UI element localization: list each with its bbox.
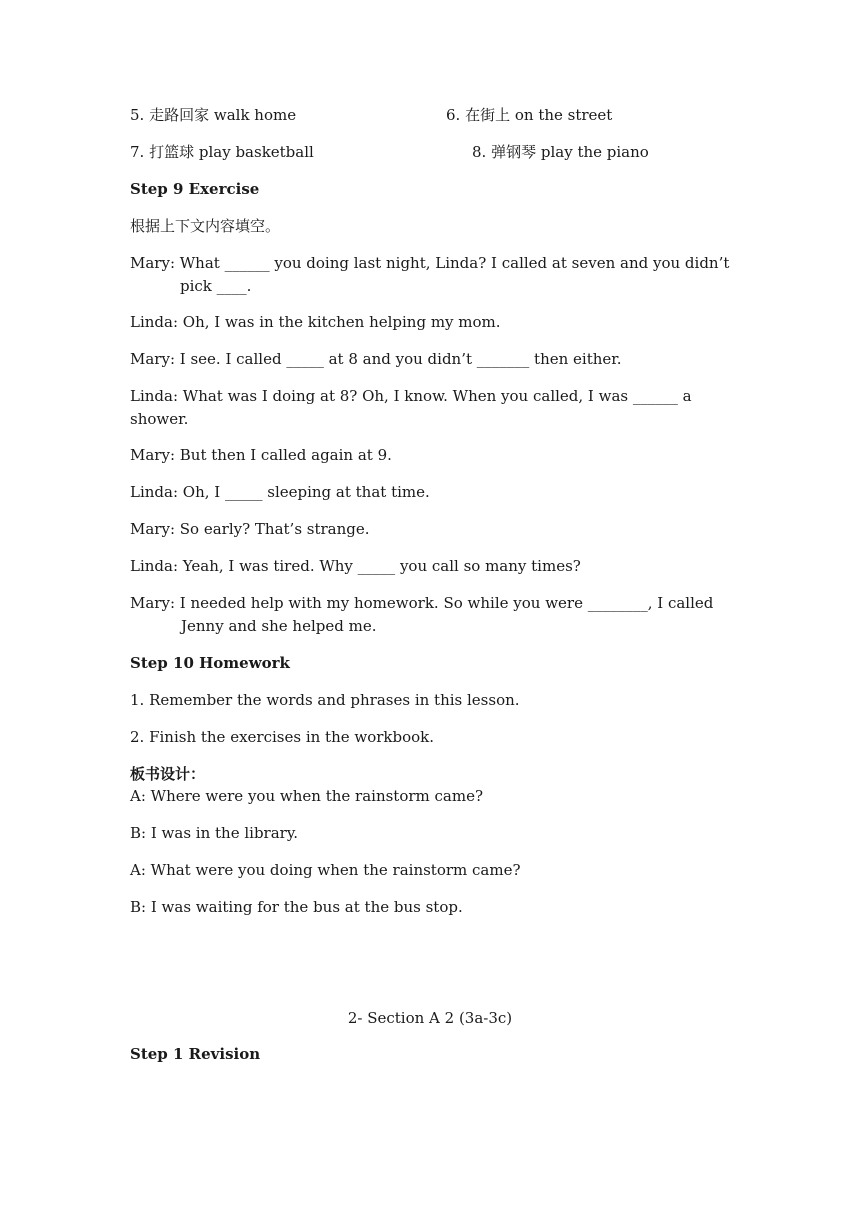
phrase-6 — [446, 104, 612, 127]
dialogue-line-3: Mary: I see. I called _____ at 8 and you didn’t _______ then either. — [130, 350, 622, 368]
dialogue-line-9 — [130, 592, 735, 638]
phrase-row-2 — [130, 141, 735, 164]
board-heading: 板书设计： — [130, 765, 206, 783]
step9-instruction: 根据上下文内容填空。 — [130, 217, 281, 235]
step9-heading: Step 9 Exercise — [130, 180, 260, 198]
board-line-1: A: Where were you when the rainstorm came? — [130, 787, 484, 805]
phrase-8 — [472, 141, 649, 164]
phrase-8-text: 弹钢琴 play the piano — [491, 143, 649, 161]
phrase-7-num: 7. — [130, 143, 145, 161]
phrase-5-num: 5. — [130, 106, 145, 124]
board-line-3: A: What were you doing when the rainstorm came? — [130, 861, 521, 879]
dialogue-line-7: Mary: So early? That’s strange. — [130, 520, 370, 538]
board-line-2: B: I was in the library. — [130, 824, 299, 842]
dialogue-line-6: Linda: Oh, I _____ sleeping at that time. — [130, 483, 430, 501]
phrase-6-num: 6. — [446, 106, 461, 124]
phrase-8-num: 8. — [472, 143, 487, 161]
phrase-7-text: 打篮球 play basketball — [149, 143, 314, 161]
dialogue-line-1-text: Mary: What ______ you doing last night, Linda? I called at seven and you didn’t pick ____. — [130, 254, 730, 295]
phrase-6-text: 在街上 on the street — [465, 106, 613, 124]
homework-item-1: 1. Remember the words and phrases in this lesson. — [130, 691, 520, 709]
dialogue-line-4: Linda: What was I doing at 8? Oh, I know. When you called, I was ______ a shower. — [130, 387, 692, 428]
dialogue-line-8: Linda: Yeah, I was tired. Why _____ you call so many times? — [130, 557, 581, 575]
phrase-row-1 — [130, 104, 735, 127]
dialogue-line-2: Linda: Oh, I was in the kitchen helping my mom. — [130, 313, 501, 331]
dialogue-line-5: Mary: But then I called again at 9. — [130, 446, 392, 464]
section-title: 2- Section A 2 (3a-3c) — [347, 1009, 513, 1027]
board-line-4: B: I was waiting for the bus at the bus stop. — [130, 898, 463, 916]
phrase-5-text: 走路回家 walk home — [149, 106, 297, 124]
step1-heading: Step 1 Revision — [130, 1045, 261, 1063]
homework-item-2: 2. Finish the exercises in the workbook. — [130, 728, 435, 746]
dialogue-line-9-text: Mary: I needed help with my homework. So while you were ________, I called Jenny and she helped me. — [130, 594, 714, 635]
dialogue-line-1 — [130, 252, 735, 298]
step10-heading: Step 10 Homework — [130, 654, 290, 672]
